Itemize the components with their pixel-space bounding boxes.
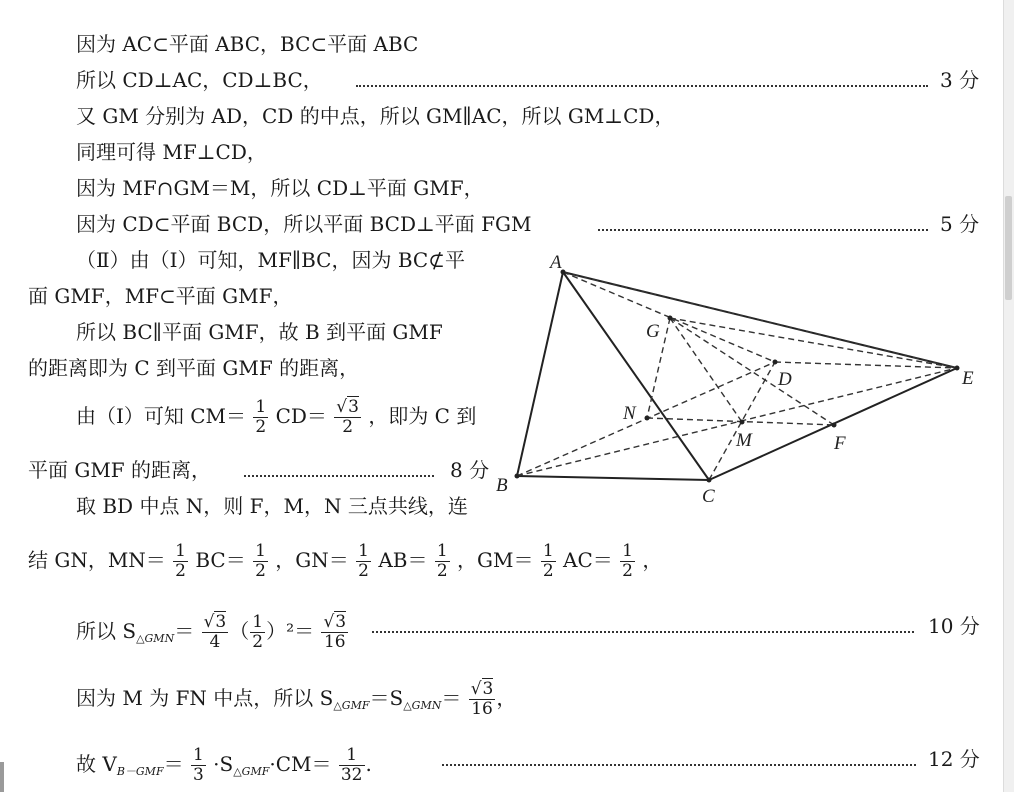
line-15-pre: 所以 S	[76, 619, 137, 643]
denominator: 32	[340, 765, 363, 785]
denominator: 16	[323, 632, 346, 652]
denominator: 3	[192, 765, 204, 785]
label-A: A	[550, 252, 562, 273]
denominator: 2	[542, 561, 554, 581]
text-line-4: 同理可得 MF⊥CD，	[76, 140, 267, 164]
edge-AE-dash	[563, 272, 957, 368]
point-D	[773, 360, 778, 365]
line-17-dot2: ·CM＝	[269, 752, 332, 776]
subscript: △GMF	[233, 765, 270, 778]
text-line-3: 又 GM 分别为 AD，CD 的中点，所以 GM∥AC，所以 GM⊥CD，	[76, 104, 675, 128]
point-C	[707, 478, 712, 483]
equals: ＝	[163, 752, 184, 776]
label-F: F	[834, 433, 846, 454]
line-16-end: ，	[496, 686, 517, 710]
vertical-scrollbar[interactable]	[1003, 0, 1014, 792]
text-line-7: （Ⅱ）由（Ⅰ）可知，MF∥BC，因为 BC⊄平	[76, 248, 465, 272]
text-line-5: 因为 MF∩GM＝M，所以 CD⊥平面 GMF，	[76, 176, 484, 200]
numerator: 1	[542, 541, 554, 561]
label-E: E	[962, 368, 974, 389]
equals: ＝	[174, 619, 195, 643]
line-11-post: ，即为 C 到	[368, 404, 477, 428]
score-8: 8 分	[450, 458, 490, 482]
line-14-a: 结 GN，MN＝	[28, 548, 166, 572]
numerator: 1	[622, 541, 633, 561]
radicand: 3	[215, 612, 227, 632]
text-line-12: 平面 GMF 的距离，	[28, 458, 212, 482]
squared-equals: ²＝	[286, 619, 315, 643]
scrollbar-thumb[interactable]	[1005, 196, 1012, 300]
numerator: 1	[255, 541, 266, 561]
radicand: 3	[482, 679, 494, 699]
line-17-end: .	[365, 752, 372, 776]
subscript: B－GMF	[116, 765, 164, 778]
denominator: 2	[342, 417, 354, 437]
label-D: D	[778, 369, 792, 390]
point-B	[515, 474, 520, 479]
denominator: 2	[255, 417, 267, 437]
line-14-d: AB＝	[378, 548, 428, 572]
line-17-dot1: ·S	[213, 752, 234, 776]
line-17-pre: 故 V	[76, 752, 117, 776]
edge-GF	[670, 318, 834, 425]
point-N	[645, 416, 650, 421]
line-14-g: ，	[642, 548, 663, 572]
edge-GE	[670, 318, 957, 368]
score-5: 5 分	[940, 212, 980, 236]
line-14-f: AC＝	[563, 548, 613, 572]
line-14-b: BC＝	[195, 548, 246, 572]
denominator: 2	[436, 561, 448, 581]
text-line-8: 面 GMF，MF⊂平面 GMF，	[28, 284, 293, 308]
text-line-13: 取 BD 中点 N，则 F，M，N 三点共线，连	[76, 494, 468, 518]
label-G: G	[646, 321, 660, 342]
denominator: 2	[175, 561, 186, 581]
numerator: 1	[358, 541, 369, 561]
edge-GM	[670, 318, 742, 422]
sqrt-sign: √	[470, 679, 482, 699]
label-N: N	[623, 403, 636, 424]
point-G	[668, 316, 673, 321]
point-E	[955, 366, 960, 371]
score-3: 3 分	[940, 68, 980, 92]
label-B: B	[496, 475, 508, 496]
label-M: M	[736, 430, 752, 451]
label-C: C	[702, 486, 715, 507]
sqrt-sign: √	[203, 612, 215, 632]
text-line-10: 的距离即为 C 到平面 GMF 的距离，	[28, 356, 360, 380]
equals: ＝	[441, 686, 462, 710]
score-12: 12 分	[928, 747, 980, 771]
line-11-pre: 由（Ⅰ）可知 CM＝	[76, 404, 247, 428]
subscript: △GMN	[403, 699, 442, 712]
denominator: 2	[252, 632, 264, 652]
line-14-c: ，GN＝	[275, 548, 349, 572]
numerator: 1	[252, 612, 264, 632]
text-line-9: 所以 BC∥平面 GMF，故 B 到平面 GMF	[76, 320, 443, 344]
numerator: 1	[175, 541, 186, 561]
line-16-pre: 因为 M 为 FN 中点，所以 S	[76, 686, 334, 710]
point-F	[832, 423, 837, 428]
paren-close: ）	[266, 619, 287, 643]
denominator: 2	[255, 561, 266, 581]
numerator: 1	[192, 745, 204, 765]
line-16-mid: ＝S	[369, 686, 404, 710]
point-M	[740, 420, 745, 425]
denominator: 2	[358, 561, 369, 581]
paren-open: （	[229, 619, 250, 643]
left-edge-marker	[0, 762, 4, 792]
line-11-mid: CD＝	[275, 404, 327, 428]
line-14-e: ，GM＝	[457, 548, 534, 572]
denominator: 2	[622, 561, 633, 581]
denominator: 16	[471, 699, 493, 719]
denominator: 4	[209, 632, 221, 652]
subscript: △GMN	[136, 632, 175, 645]
subscript: △GMF	[333, 699, 370, 712]
numerator: 1	[339, 746, 365, 766]
radicand: 3	[335, 612, 347, 632]
numerator: 1	[255, 397, 267, 417]
edge-BC	[517, 476, 709, 480]
sqrt-sign: √	[336, 397, 348, 417]
score-10: 10 分	[928, 614, 980, 638]
text-line-2: 所以 CD⊥AC，CD⊥BC，	[76, 68, 323, 92]
text-line-1: 因为 AC⊂平面 ABC，BC⊂平面 ABC	[76, 32, 419, 56]
radicand: 3	[348, 397, 359, 417]
sqrt-sign: √	[323, 612, 335, 632]
text-line-6: 因为 CD⊂平面 BCD，所以平面 BCD⊥平面 FGM	[76, 212, 532, 236]
edge-AB	[517, 272, 563, 476]
numerator: 1	[436, 541, 448, 561]
